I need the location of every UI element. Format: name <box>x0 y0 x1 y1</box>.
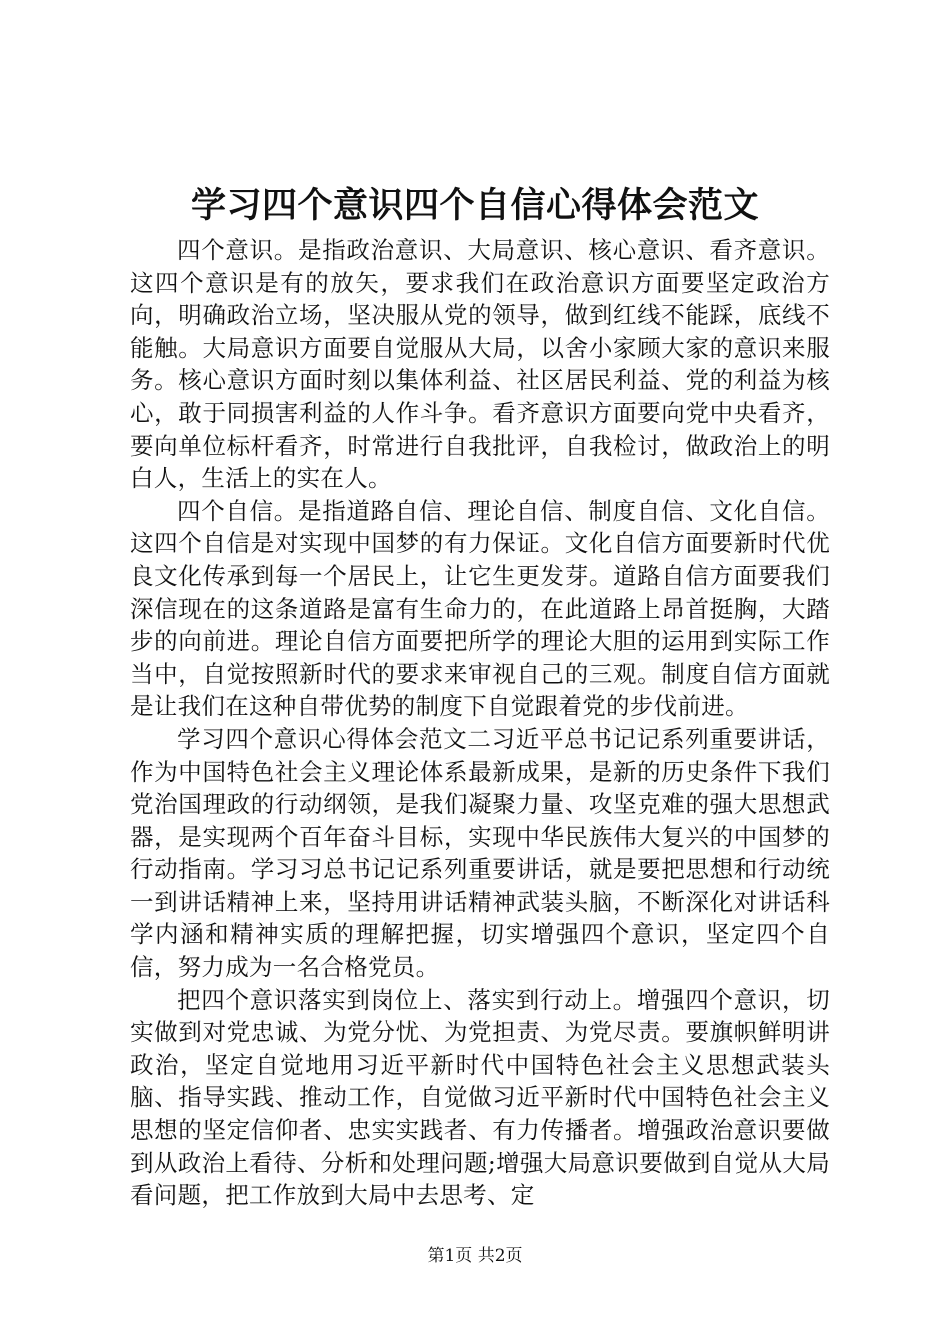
page-footer: 第1页 共2页 <box>427 1246 523 1266</box>
paragraph-4: 把四个意识落实到岗位上、落实到行动上。增强四个意识，切实做到对党忠诚、为党分忧、为党担责、为党尽责。要旗帜鲜明讲政治，坚定自觉地用习近平新时代中国特色社会主义思想武装头脑、指导实践、推动工作，自觉做习近平新时代中国特色社会主义思想的坚定信仰者、忠实实践者、有力传播者。增强政治意识要做到从政治上看待、分析和处理问题;增强大局意识要做到自觉从大局看问题，把工作放到大局中去思考、定 <box>130 985 830 1210</box>
paragraph-2: 四个自信。是指道路自信、理论自信、制度自信、文化自信。这四个自信是对实现中国梦的有力保证。文化自信方面要新时代优良文化传承到每一个居民上，让它生更发芽。道路自信方面要我们深信现在的这条道路是富有生命力的，在此道路上昂首挺胸，大踏步的向前进。理论自信方面要把所学的理论大胆的运用到实际工作当中，自觉按照新时代的要求来审视自己的三观。制度自信方面就是让我们在这种自带优势的制度下自觉跟着党的步伐前进。 <box>130 496 830 721</box>
paragraph-3: 学习四个意识心得体会范文二习近平总书记记系列重要讲话，作为中国特色社会主义理论体系最新成果，是新的历史条件下我们党治国理政的行动纲领，是我们凝聚力量、攻坚克难的强大思想武器，是实现两个百年奋斗目标，实现中华民族伟大复兴的中国梦的行动指南。学习习总书记记系列重要讲话，就是要把思想和行动统一到讲话精神上来，坚持用讲话精神武装头脑，不断深化对讲话科学内涵和精神实质的理解把握，切实增强四个意识，坚定四个自信，努力成为一名合格党员。 <box>130 724 830 982</box>
document-body <box>130 234 830 1212</box>
document-title: 学习四个意识四个自信心得体会范文 <box>190 185 759 226</box>
paragraph-1: 四个意识。是指政治意识、大局意识、核心意识、看齐意识。这四个意识是有的放矢，要求我们在政治意识方面要坚定政治方向，明确政治立场，坚决服从党的领导，做到红线不能踩，底线不能触。大局意识方面要自觉服从大局，以舍小家顾大家的意识来服务。核心意识方面时刻以集体利益、社区居民利益、党的利益为核心，敢于同损害利益的人作斗争。看齐意识方面要向党中央看齐，要向单位标杆看齐，时常进行自我批评，自我检讨，做政治上的明白人，生活上的实在人。 <box>130 236 830 493</box>
